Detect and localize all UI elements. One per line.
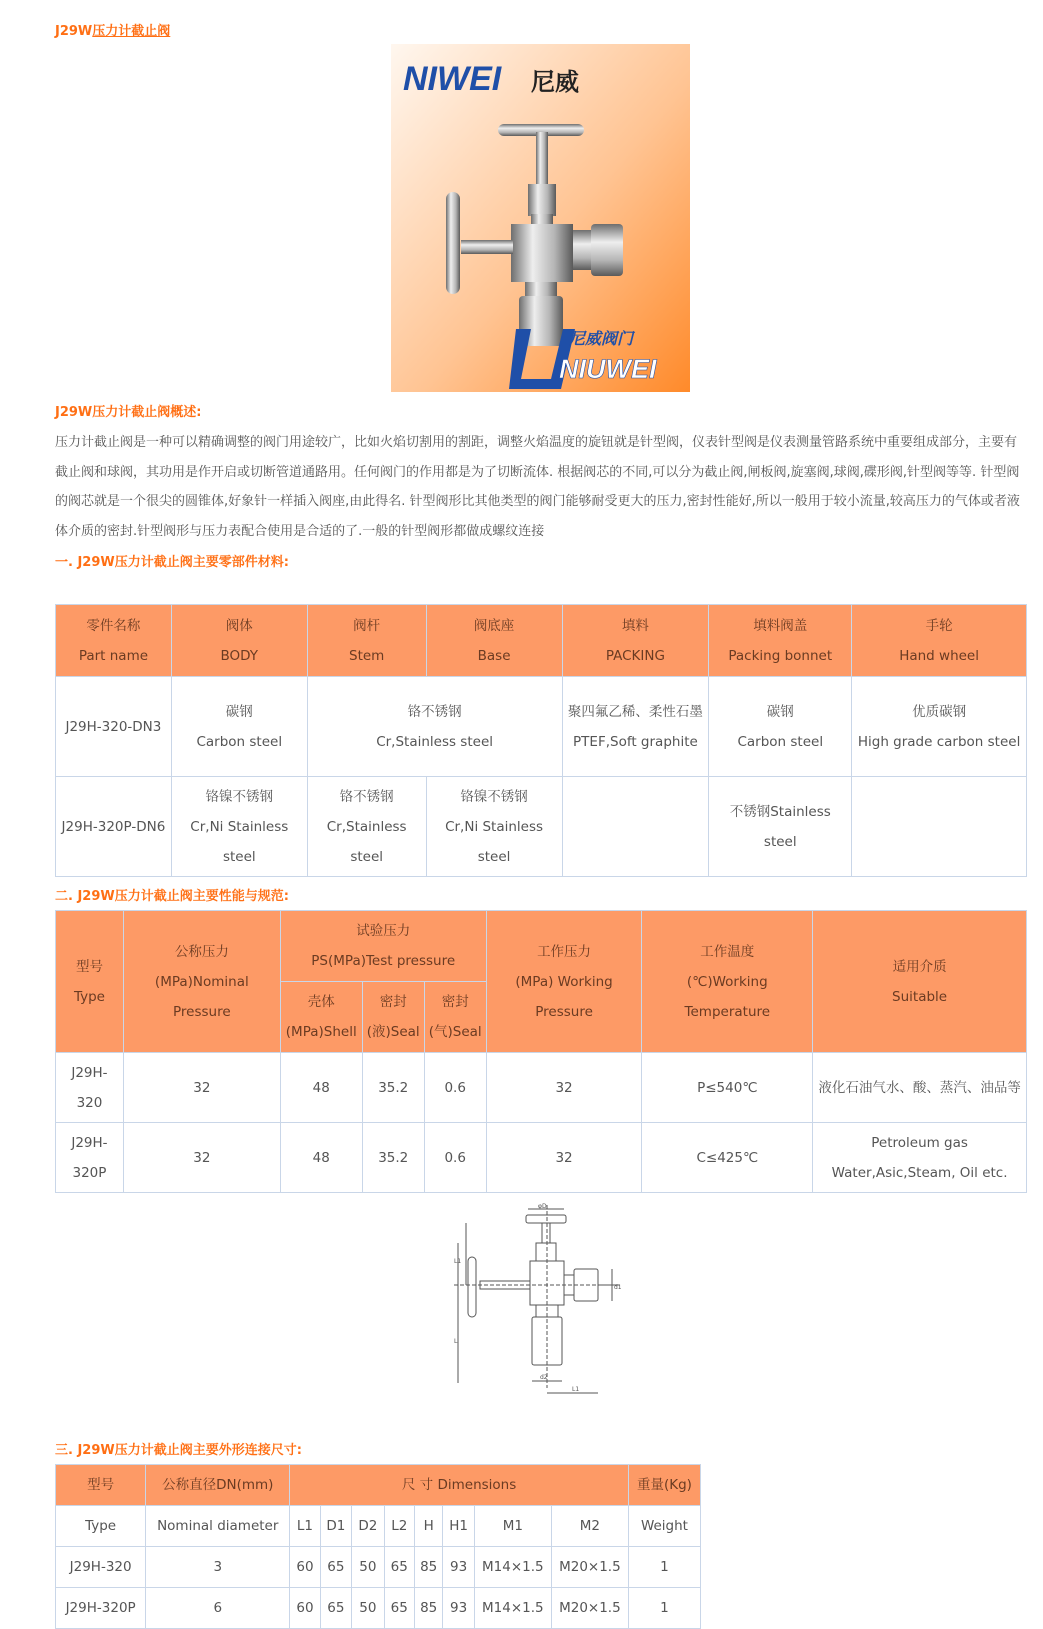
d2-cell: 50 — [352, 1547, 384, 1588]
shell-cell: 48 — [280, 1053, 362, 1123]
table-row — [56, 1588, 701, 1629]
subheader-l2: L2 — [384, 1506, 414, 1547]
m2-cell: M20×1.5 — [551, 1588, 628, 1629]
m1-cell: M14×1.5 — [474, 1547, 551, 1588]
subheader-type: Type — [56, 1506, 146, 1547]
d1-cell: 65 — [320, 1547, 351, 1588]
table-row — [56, 677, 1027, 777]
header-packing-bonnet: 填料阀盖 Packing bonnet — [709, 605, 852, 677]
model-cell: J29H-320P-DN6 — [56, 777, 172, 877]
bonnet-cell: 不锈钢Stainless steel — [709, 777, 852, 877]
header-packing: 填料 PACKING — [562, 605, 709, 677]
subheader-h: H — [414, 1506, 442, 1547]
subheader-nominal-diameter: Nominal diameter — [146, 1506, 290, 1547]
header-type: 型号 Type — [56, 911, 124, 1053]
svg-text:φD: φD — [538, 1203, 547, 1210]
dimensions-table — [55, 1464, 701, 1629]
header-nominal: 公称压力 (MPa)Nominal Pressure — [123, 911, 280, 1053]
bonnet-cell: 碳钢 Carbon steel — [709, 677, 852, 777]
weight-cell: 1 — [628, 1547, 700, 1588]
temperature-cell: C≤425℃ — [642, 1123, 813, 1193]
medium-cell: 液化石油气水、酸、蒸汽、油品等 — [813, 1053, 1027, 1123]
performance-heading: 二. J29W压力计截止阀主要性能与规范: — [55, 889, 289, 904]
working-cell: 32 — [486, 1053, 642, 1123]
header-test-pressure: 试验压力 PS(MPa)Test pressure — [280, 911, 486, 982]
nominal-cell: 32 — [123, 1123, 280, 1193]
l2-cell: 65 — [384, 1588, 414, 1629]
svg-text:NIWEI: NIWEI — [403, 60, 502, 98]
dn-cell: 6 — [146, 1588, 290, 1629]
table-row — [56, 1123, 1027, 1193]
stem-base-cell: 铬不锈钢 Cr,Stainless steel — [307, 677, 562, 777]
svg-text:d1: d1 — [614, 1284, 622, 1291]
subheader-weight: Weight — [628, 1506, 700, 1547]
performance-table — [55, 910, 1027, 1193]
overview-heading: J29W压力计截止阀概述: — [55, 405, 202, 420]
h1-cell: 93 — [443, 1588, 474, 1629]
temperature-cell: P≤540℃ — [642, 1053, 813, 1123]
h-cell: 85 — [414, 1588, 442, 1629]
header-liquid-seal: 密封 (液)Seal — [362, 982, 424, 1053]
weight-cell: 1 — [628, 1588, 700, 1629]
table-row — [56, 1053, 1027, 1123]
gas-seal-cell: 0.6 — [424, 1053, 486, 1123]
working-cell: 32 — [486, 1123, 642, 1193]
l1-cell: 60 — [290, 1547, 320, 1588]
base-cell: 铬镍不锈钢 Cr,Ni Stainless steel — [426, 777, 562, 877]
header-body: 阀体 BODY — [171, 605, 307, 677]
gas-seal-cell: 0.6 — [424, 1123, 486, 1193]
header-shell: 壳体 (MPa)Shell — [280, 982, 362, 1053]
medium-cell: Petroleum gas Water,Asic,Steam, Oil etc. — [813, 1123, 1027, 1193]
subheader-h1: H1 — [443, 1506, 474, 1547]
body-cell: 铬镍不锈钢 Cr,Ni Stainless steel — [171, 777, 307, 877]
h1-cell: 93 — [443, 1547, 474, 1588]
overview-paragraph: 压力计截止阀是一种可以精确调整的阀门用途较广，比如火焰切割用的割距，调整火焰温度的旋钮就是针型阀，仪表针型阀是仪表测量管路系统中重要组成部分，主要有截止阀和球阀，其功用是作开启或切断管道通路用。任何阀门的作用都是为了切断流体. 根据阀芯的不同,可以分为截止阀,闸板阀,旋塞阀,球阀,碟形阀,针型阀等等. 针型阀的阀芯就是一个很尖的圆锥体,好象针一样插入阀座,由此得名. 针型阀形比其他类型的阀门能够耐受更大的压力,密封性能好,所以一般用于较小流量,较高压力的气体或者液体介质的密封.针型阀形与压力表配合使用是合适的了.一般的针型阀形都做成螺纹连接 — [55, 435, 1020, 539]
header-dimensions: 尺 寸 Dimensions — [290, 1465, 629, 1506]
wheel-cell: 优质碳钢 High grade carbon steel — [852, 677, 1027, 777]
table-row — [56, 777, 1027, 877]
svg-text:NIUWEI: NIUWEI — [559, 354, 657, 384]
type-cell: J29H-320P — [56, 1123, 124, 1193]
type-cell: J29H-320P — [56, 1588, 146, 1629]
subheader-d2: D2 — [352, 1506, 384, 1547]
title-prefix: J29W — [55, 24, 93, 39]
page-title[interactable] — [55, 20, 170, 39]
body-cell: 碳钢 Carbon steel — [171, 677, 307, 777]
dimensions-heading: 三. J29W压力计截止阀主要外形连接尺寸: — [55, 1443, 302, 1458]
svg-text:尼威: 尼威 — [531, 68, 579, 96]
header-weight: 重量(Kg) — [628, 1465, 700, 1506]
svg-text:L1: L1 — [454, 1258, 462, 1265]
header-medium: 适用介质 Suitable — [813, 911, 1027, 1053]
header-part-name: 零件名称 Part name — [56, 605, 172, 677]
product-photo — [391, 44, 690, 392]
svg-text:L: L — [454, 1338, 458, 1345]
subheader-l1: L1 — [290, 1506, 320, 1547]
subheader-m1: M1 — [474, 1506, 551, 1547]
subheader-d1: D1 — [320, 1506, 351, 1547]
header-nominal-diameter: 公称直径DN(mm) — [146, 1465, 290, 1506]
l2-cell: 65 — [384, 1547, 414, 1588]
dn-cell: 3 — [146, 1547, 290, 1588]
wheel-cell — [852, 777, 1027, 877]
table-row — [56, 1547, 701, 1588]
m2-cell: M20×1.5 — [551, 1547, 628, 1588]
dimensions-header-row — [56, 1465, 701, 1506]
subheader-m2: M2 — [551, 1506, 628, 1547]
technical-drawing — [452, 1203, 634, 1399]
header-temperature: 工作温度 (℃)Working Temperature — [642, 911, 813, 1053]
liquid-seal-cell: 35.2 — [362, 1053, 424, 1123]
materials-header-row — [56, 605, 1027, 677]
model-cell: J29H-320-DN3 — [56, 677, 172, 777]
header-hand-wheel: 手轮 Hand wheel — [852, 605, 1027, 677]
header-base: 阀底座 Base — [426, 605, 562, 677]
shell-cell: 48 — [280, 1123, 362, 1193]
header-stem: 阀杆 Stem — [307, 605, 426, 677]
h-cell: 85 — [414, 1547, 442, 1588]
performance-header-row — [56, 911, 1027, 982]
header-type: 型号 — [56, 1465, 146, 1506]
d1-cell: 65 — [320, 1588, 351, 1629]
svg-text:L1: L1 — [572, 1386, 580, 1393]
materials-table — [55, 604, 1027, 877]
stem-cell: 铬不锈钢 Cr,Stainless steel — [307, 777, 426, 877]
type-cell: J29H-320 — [56, 1547, 146, 1588]
packing-cell: 聚四氟乙稀、柔性石墨 PTEF,Soft graphite — [562, 677, 709, 777]
nominal-cell: 32 — [123, 1053, 280, 1123]
title-link[interactable]: 压力计截止阀 — [92, 24, 171, 39]
svg-text:d2: d2 — [540, 1374, 548, 1381]
l1-cell: 60 — [290, 1588, 320, 1629]
svg-text:尼威阀门: 尼威阀门 — [569, 329, 634, 348]
header-gas-seal: 密封 (气)Seal — [424, 982, 486, 1053]
header-working: 工作压力 (MPa) Working Pressure — [486, 911, 642, 1053]
materials-heading: 一. J29W压力计截止阀主要零部件材料: — [55, 555, 289, 570]
dimensions-subheader-row — [56, 1506, 701, 1547]
liquid-seal-cell: 35.2 — [362, 1123, 424, 1193]
packing-cell — [562, 777, 709, 877]
m1-cell: M14×1.5 — [474, 1588, 551, 1629]
type-cell: J29H-320 — [56, 1053, 124, 1123]
d2-cell: 50 — [352, 1588, 384, 1629]
